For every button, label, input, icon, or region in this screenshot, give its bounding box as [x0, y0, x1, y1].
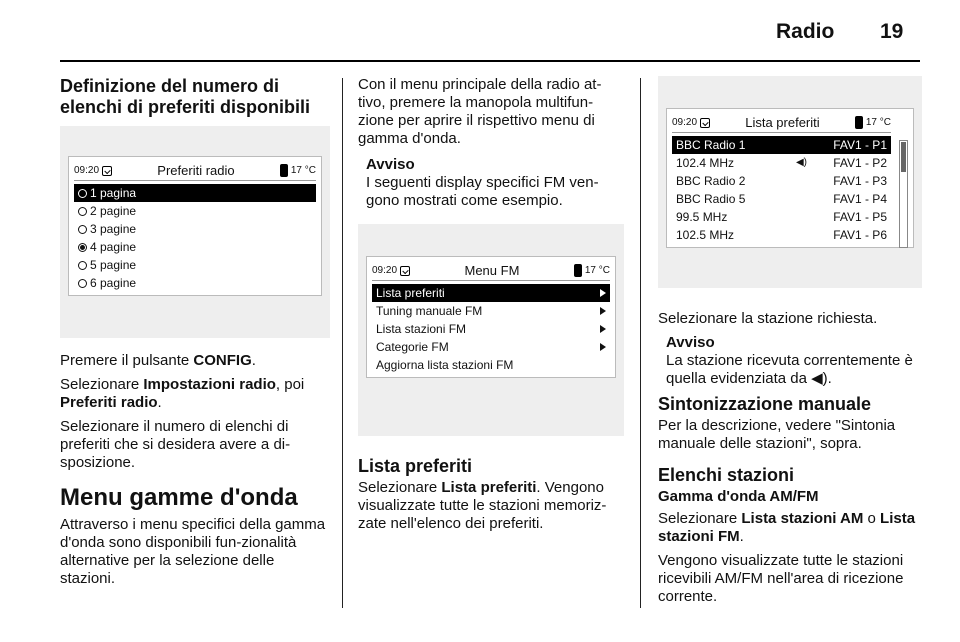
text: , poi — [275, 376, 305, 393]
clock-icon — [102, 166, 112, 176]
column-divider-1 — [342, 78, 343, 608]
column-3 — [658, 76, 922, 612]
option-row[interactable] — [74, 202, 316, 220]
paragraph — [60, 376, 330, 412]
screen-panel-menu-fm — [358, 224, 624, 436]
station-name: BBC Radio 2 — [676, 174, 746, 188]
column-divider-2 — [640, 78, 641, 608]
station-row[interactable] — [672, 226, 891, 244]
text: . Vengono visualizzate tutte le stazioni memoriz-zate nell'elenco dei preferiti. — [358, 479, 607, 532]
station-row[interactable] — [672, 172, 891, 190]
option-row[interactable] — [74, 274, 316, 292]
menu-item-label: Tuning manuale FM — [376, 304, 483, 318]
thermometer-icon — [280, 164, 288, 177]
station-name: 102.5 MHz — [676, 228, 735, 242]
section-heading-large: Menu gamme d'onda — [60, 484, 298, 511]
note-body: La stazione ricevuta correntemente è quella evidenziata da ◀). — [666, 352, 913, 387]
text: o — [863, 510, 881, 527]
text: Selezionare — [60, 376, 144, 393]
screen-panel-preferiti-radio — [60, 126, 330, 338]
screen-title: Lista preferiti — [745, 115, 820, 130]
chevron-right-icon — [600, 307, 606, 315]
note-body: I seguenti display specifici FM ven-gono mostrati come esempio. — [366, 174, 599, 209]
menu-item-label: Lista stazioni FM — [376, 322, 467, 336]
display-screen — [366, 256, 616, 378]
option-label: 2 pagine — [90, 204, 137, 218]
text: . — [251, 352, 256, 369]
note-title: Avviso — [666, 334, 715, 351]
screen-title: Menu FM — [464, 263, 520, 278]
menu-item-label: Categorie FM — [376, 340, 449, 354]
column-2 — [358, 76, 624, 539]
menu-list — [372, 284, 610, 374]
section-heading: Definizione del numero di elenchi di preferiti disponibili — [60, 76, 311, 117]
menu-item[interactable] — [372, 356, 610, 374]
favourite-slot: FAV1 - P2 — [833, 156, 887, 170]
screen-panel-lista-preferiti — [658, 76, 922, 288]
option-label: 1 pagina — [90, 186, 137, 200]
menu-name: Lista preferiti — [441, 479, 537, 496]
radio-unchecked-icon — [78, 207, 87, 216]
favourite-slot: FAV1 - P5 — [833, 210, 887, 224]
favourite-slot: FAV1 - P1 — [833, 138, 887, 152]
button-name: CONFIG — [193, 352, 252, 369]
paragraph: Con il menu principale della radio at-tivo, premere la manopola multifun-zione per aprire il rispettivo menu di gamma d'onda. — [358, 76, 602, 147]
favourite-slot: FAV1 - P6 — [833, 228, 887, 242]
clock-time: 09:20 — [372, 265, 398, 276]
radio-unchecked-icon — [78, 279, 87, 288]
note-title: Avviso — [366, 156, 415, 173]
thermometer-icon — [855, 116, 863, 129]
clock-icon — [400, 266, 410, 276]
page-header-section: Radio — [776, 20, 835, 43]
paragraph — [658, 510, 922, 546]
section-heading: Sintonizzazione manuale — [658, 394, 872, 414]
paragraph — [358, 479, 624, 533]
paragraph: Per la descrizione, vedere "Sintonia manuale delle stazioni", sopra. — [658, 417, 896, 452]
menu-item[interactable] — [372, 302, 610, 320]
option-list — [74, 184, 316, 292]
section-heading: Lista preferiti — [358, 456, 473, 476]
text: . — [739, 528, 744, 545]
menu-name: Lista stazioni FM — [658, 510, 916, 545]
clock-time: 09:20 — [672, 117, 698, 128]
option-label: 4 pagine — [90, 240, 137, 254]
station-row[interactable] — [672, 190, 891, 208]
station-name: 102.4 MHz — [676, 156, 735, 170]
station-row[interactable] — [672, 208, 891, 226]
text: . — [157, 394, 162, 411]
favourite-slot: FAV1 - P4 — [833, 192, 887, 206]
station-row[interactable] — [672, 136, 891, 154]
menu-item[interactable] — [372, 320, 610, 338]
temperature: 17 °C — [290, 165, 316, 176]
clock-time: 09:20 — [74, 165, 100, 176]
clock-icon — [700, 118, 710, 128]
text: Selezionare — [358, 479, 442, 496]
display-screen — [68, 156, 322, 296]
page-number: 19 — [880, 20, 904, 43]
column-1 — [60, 76, 330, 594]
paragraph — [60, 352, 330, 370]
thermometer-icon — [574, 264, 582, 277]
station-row[interactable] — [672, 154, 891, 172]
status-bar — [672, 113, 891, 133]
temperature: 17 °C — [584, 265, 610, 276]
station-name: 99.5 MHz — [676, 210, 728, 224]
menu-item-label: Aggiorna lista stazioni FM — [376, 358, 514, 372]
temperature: 17 °C — [865, 117, 891, 128]
note-box — [658, 334, 922, 388]
status-bar — [372, 261, 610, 281]
station-name: BBC Radio 1 — [676, 138, 746, 152]
option-label: 3 pagine — [90, 222, 137, 236]
chevron-right-icon — [600, 289, 606, 297]
text: Premere il pulsante — [60, 352, 194, 369]
display-screen — [666, 108, 914, 248]
subheading: Gamma d'onda AM/FM — [658, 488, 819, 505]
radio-unchecked-icon — [78, 225, 87, 234]
station-name: BBC Radio 5 — [676, 192, 746, 206]
section-heading: Elenchi stazioni — [658, 465, 795, 485]
option-label: 5 pagine — [90, 258, 137, 272]
chevron-right-icon — [600, 343, 606, 351]
paragraph: Vengono visualizzate tutte le stazioni ricevibili AM/FM nell'area di ricezione corrente. — [658, 552, 904, 605]
menu-name: Impostazioni radio — [143, 376, 276, 393]
menu-item[interactable] — [372, 338, 610, 356]
paragraph: Attraverso i menu specifici della gamma d'onda sono disponibili fun-zionalità alternative per la selezione delle stazioni. — [60, 516, 326, 587]
option-row[interactable] — [74, 184, 316, 202]
radio-unchecked-icon — [78, 189, 87, 198]
paragraph: Selezionare il numero di elenchi di preferiti che si desidera avere a di-sposizione. — [60, 418, 291, 471]
menu-item-label: Lista preferiti — [376, 286, 445, 300]
header-rule — [60, 60, 920, 62]
status-bar — [74, 161, 316, 181]
option-row[interactable] — [74, 256, 316, 274]
favourites-list — [672, 136, 891, 244]
menu-name: Preferiti radio — [60, 394, 158, 411]
option-row[interactable] — [74, 220, 316, 238]
chevron-right-icon — [600, 325, 606, 333]
note-box — [358, 156, 624, 210]
scrollbar[interactable] — [899, 140, 908, 248]
radio-unchecked-icon — [78, 261, 87, 270]
paragraph: Selezionare la stazione richiesta. — [658, 310, 878, 327]
screen-title: Preferiti radio — [157, 163, 235, 178]
menu-name: Lista stazioni AM — [741, 510, 864, 527]
radio-checked-icon — [78, 243, 87, 252]
text: Selezionare — [658, 510, 742, 527]
speaker-icon: ◀) — [795, 157, 807, 168]
favourite-slot: FAV1 - P3 — [833, 174, 887, 188]
option-label: 6 pagine — [90, 276, 137, 290]
option-row[interactable] — [74, 238, 316, 256]
menu-item[interactable] — [372, 284, 610, 302]
